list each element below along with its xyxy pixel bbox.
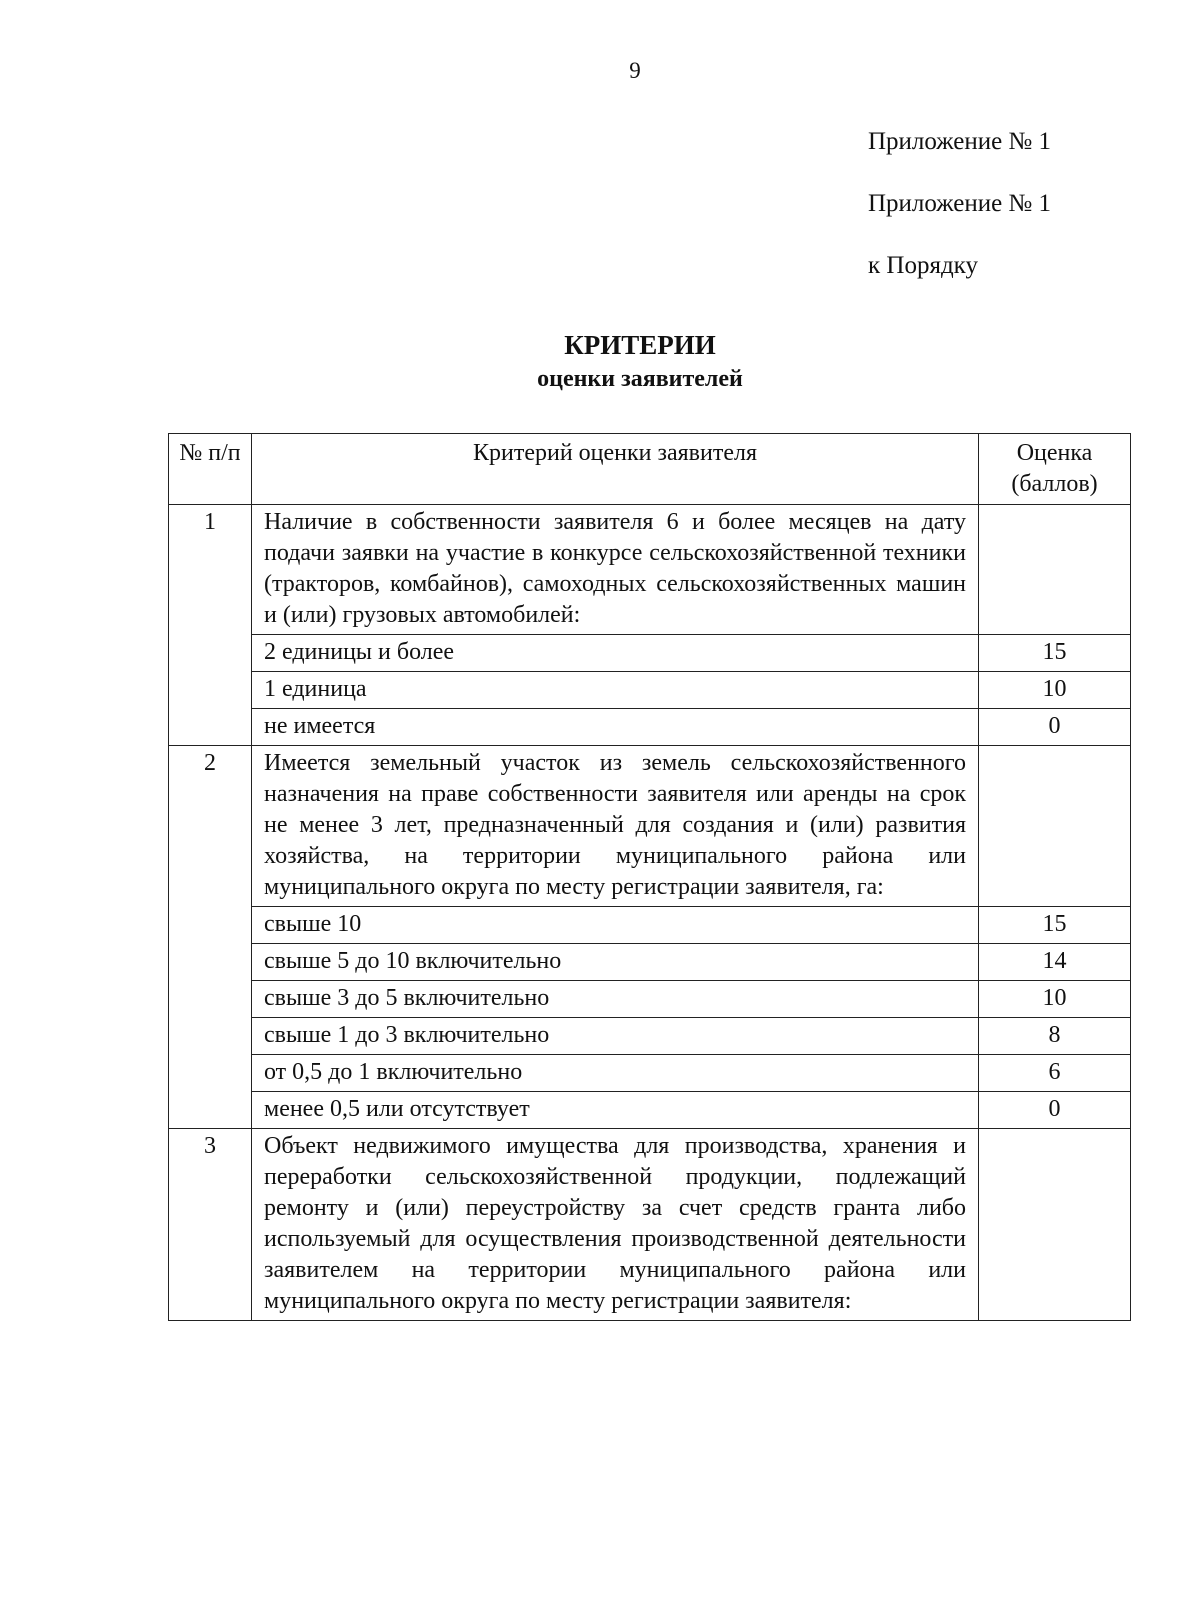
row-number: 3 [169,1129,252,1321]
table-header-row [169,434,1131,505]
row-number: 2 [169,746,252,1129]
table-row [169,1129,1131,1321]
option-score: 8 [979,1018,1131,1055]
page-number: 9 [629,58,641,83]
appendix-line-3: к Порядку [868,252,978,279]
header-criterion: Критерий оценки заявителя [252,434,979,505]
option-label: от 0,5 до 1 включительно [252,1055,979,1092]
option-row [169,1055,1131,1092]
header-score: Оценка (баллов) [979,434,1131,505]
option-score: 15 [979,635,1131,672]
appendix-line-2: Приложение № 1 [868,190,1052,217]
option-row [169,635,1131,672]
option-label: свыше 10 [252,907,979,944]
document-title: КРИТЕРИИ [564,330,716,360]
option-row [169,709,1131,746]
option-label: не имеется [252,709,979,746]
score-empty [979,746,1131,907]
option-label: свыше 5 до 10 включительно [252,944,979,981]
option-row [169,907,1131,944]
option-label: свыше 3 до 5 включительно [252,981,979,1018]
score-empty [979,1129,1131,1321]
option-row [169,672,1131,709]
option-score: 14 [979,944,1131,981]
option-label: 1 единица [252,672,979,709]
appendix-line-1: Приложение № 1 [868,128,1052,155]
option-row [169,1092,1131,1129]
option-row [169,981,1131,1018]
row-number: 1 [169,505,252,746]
option-label: свыше 1 до 3 включительно [252,1018,979,1055]
option-score: 10 [979,981,1131,1018]
option-score: 15 [979,907,1131,944]
criterion-text: Объект недвижимого имущества для производства, хранения и переработки сельскохозяйственной продукции, подлежащий ремонту и (или) переустройству за счет средств гранта либо используемый для осуществления производственной деятельности заявителем на территории муниципального района или муниципального округа по месту регистрации заявителя: [252,1129,979,1321]
score-empty [979,505,1131,635]
option-score: 6 [979,1055,1131,1092]
option-score: 0 [979,1092,1131,1129]
option-score: 0 [979,709,1131,746]
table-row [169,505,1131,635]
header-number: № п/п [169,434,252,505]
option-label: 2 единицы и более [252,635,979,672]
option-row [169,1018,1131,1055]
option-score: 10 [979,672,1131,709]
criteria-table [168,433,1131,1321]
criterion-text: Наличие в собственности заявителя 6 и более месяцев на дату подачи заявки на участие в конкурсе сельскохозяйственной техники (тракторов, комбайнов), самоходных сельскохозяйственных машин и (или) грузовых автомобилей: [252,505,979,635]
option-label: менее 0,5 или отсутствует [252,1092,979,1129]
table-row [169,746,1131,907]
option-row [169,944,1131,981]
criterion-text: Имеется земельный участок из земель сельскохозяйственного назначения на праве собственности заявителя или аренды на срок не менее 3 лет, предназначенный для создания и (или) развития хозяйства, на территории муниципального района или муниципального округа по месту регистрации заявителя, га: [252,746,979,907]
document-subtitle: оценки заявителей [537,366,743,392]
